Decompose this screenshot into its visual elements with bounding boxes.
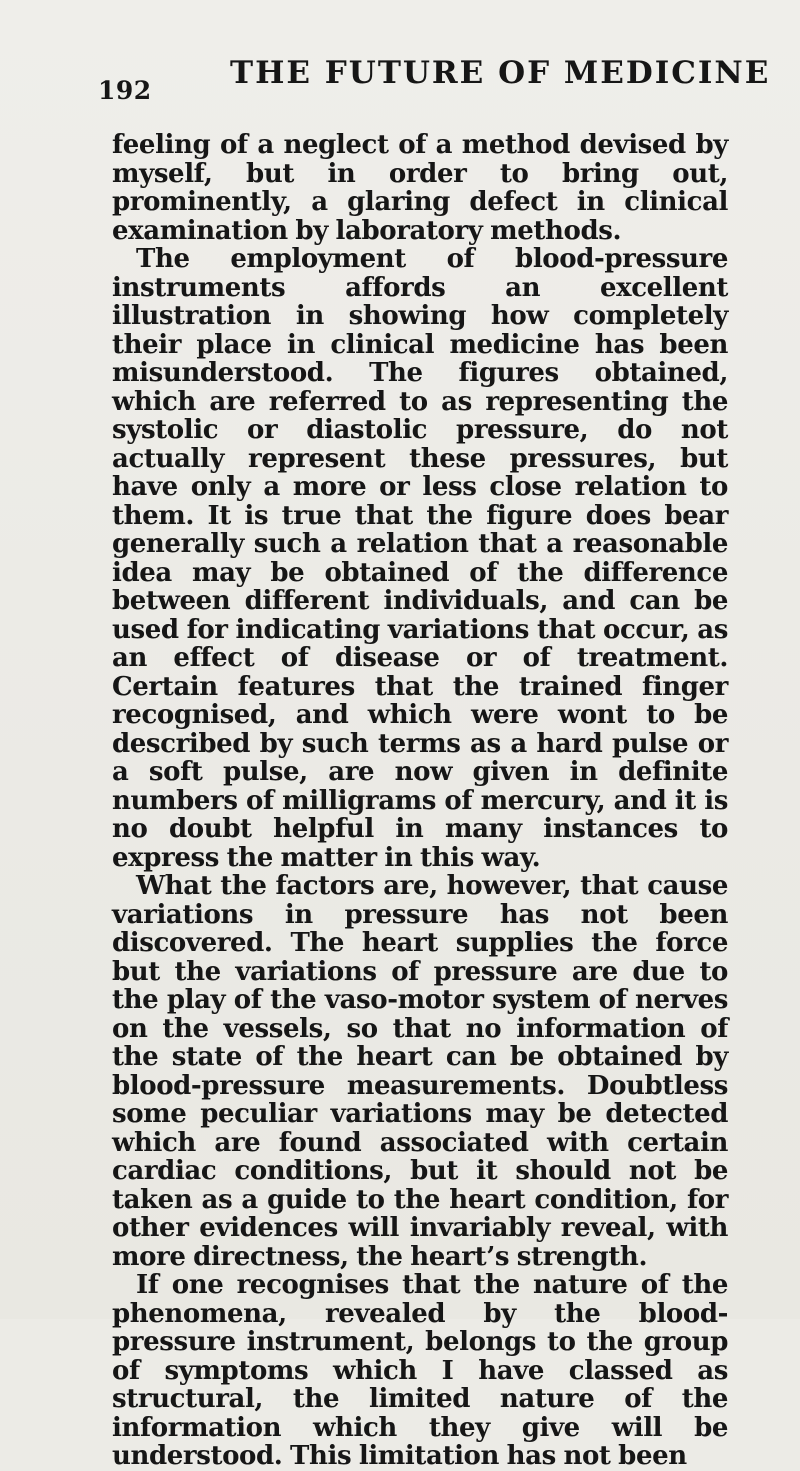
paragraph-2: The employment of blood-pressure instruments affords an excellent illustration in showing how completely their place in clinical medicine has been misunderstood. The figures obtained, which are referred to as representing the systolic or diastolic pressure, do not actually represent these pressures, but have only a more or less close relation to them. It is true that the figure does bear generally such a relation that a reasonable idea may be obtained of the difference between different individuals, and can be used for indicating variations that occur, as an effect of disease or of treatment. Certain features that the trained finger recognised, and which were wont to be described by such terms as a hard pulse or a soft pulse, are now given in definite numbers of milligrams of mercury, and it is no doubt helpful in many instances to express the matter in this way. (112, 244, 728, 873)
paragraph-1: feeling of a neglect of a method devised by myself, but in order to bring out, prominently, a glaring defect in clinical examination by laboratory methods. (112, 130, 728, 246)
page-number: 192 (98, 76, 152, 105)
paragraph-4: If one recognises that the nature of the phenomena, revealed by the blood-pressure instrument, belongs to the group of symptoms which I have classed as structural, the limited nature of the information which they give will be understood. This limitation has not been (112, 1270, 728, 1471)
running-head: THE FUTURE OF MEDICINE (230, 55, 771, 91)
paragraph-3: What the factors are, however, that cause variations in pressure has not been discovered. The heart supplies the force but the variations of pressure are due to the play of the vaso-motor system of nerves on the vessels, so that no information of the state of the heart can be obtained by blood-pressure measurements. Doubtless some peculiar variations may be detected which are found associated with certain cardiac conditions, but it should not be taken as a guide to the heart condition, for other evidences will invariably reveal, with more directness, the heart’s strength. (112, 871, 728, 1272)
body-text (112, 131, 728, 1471)
